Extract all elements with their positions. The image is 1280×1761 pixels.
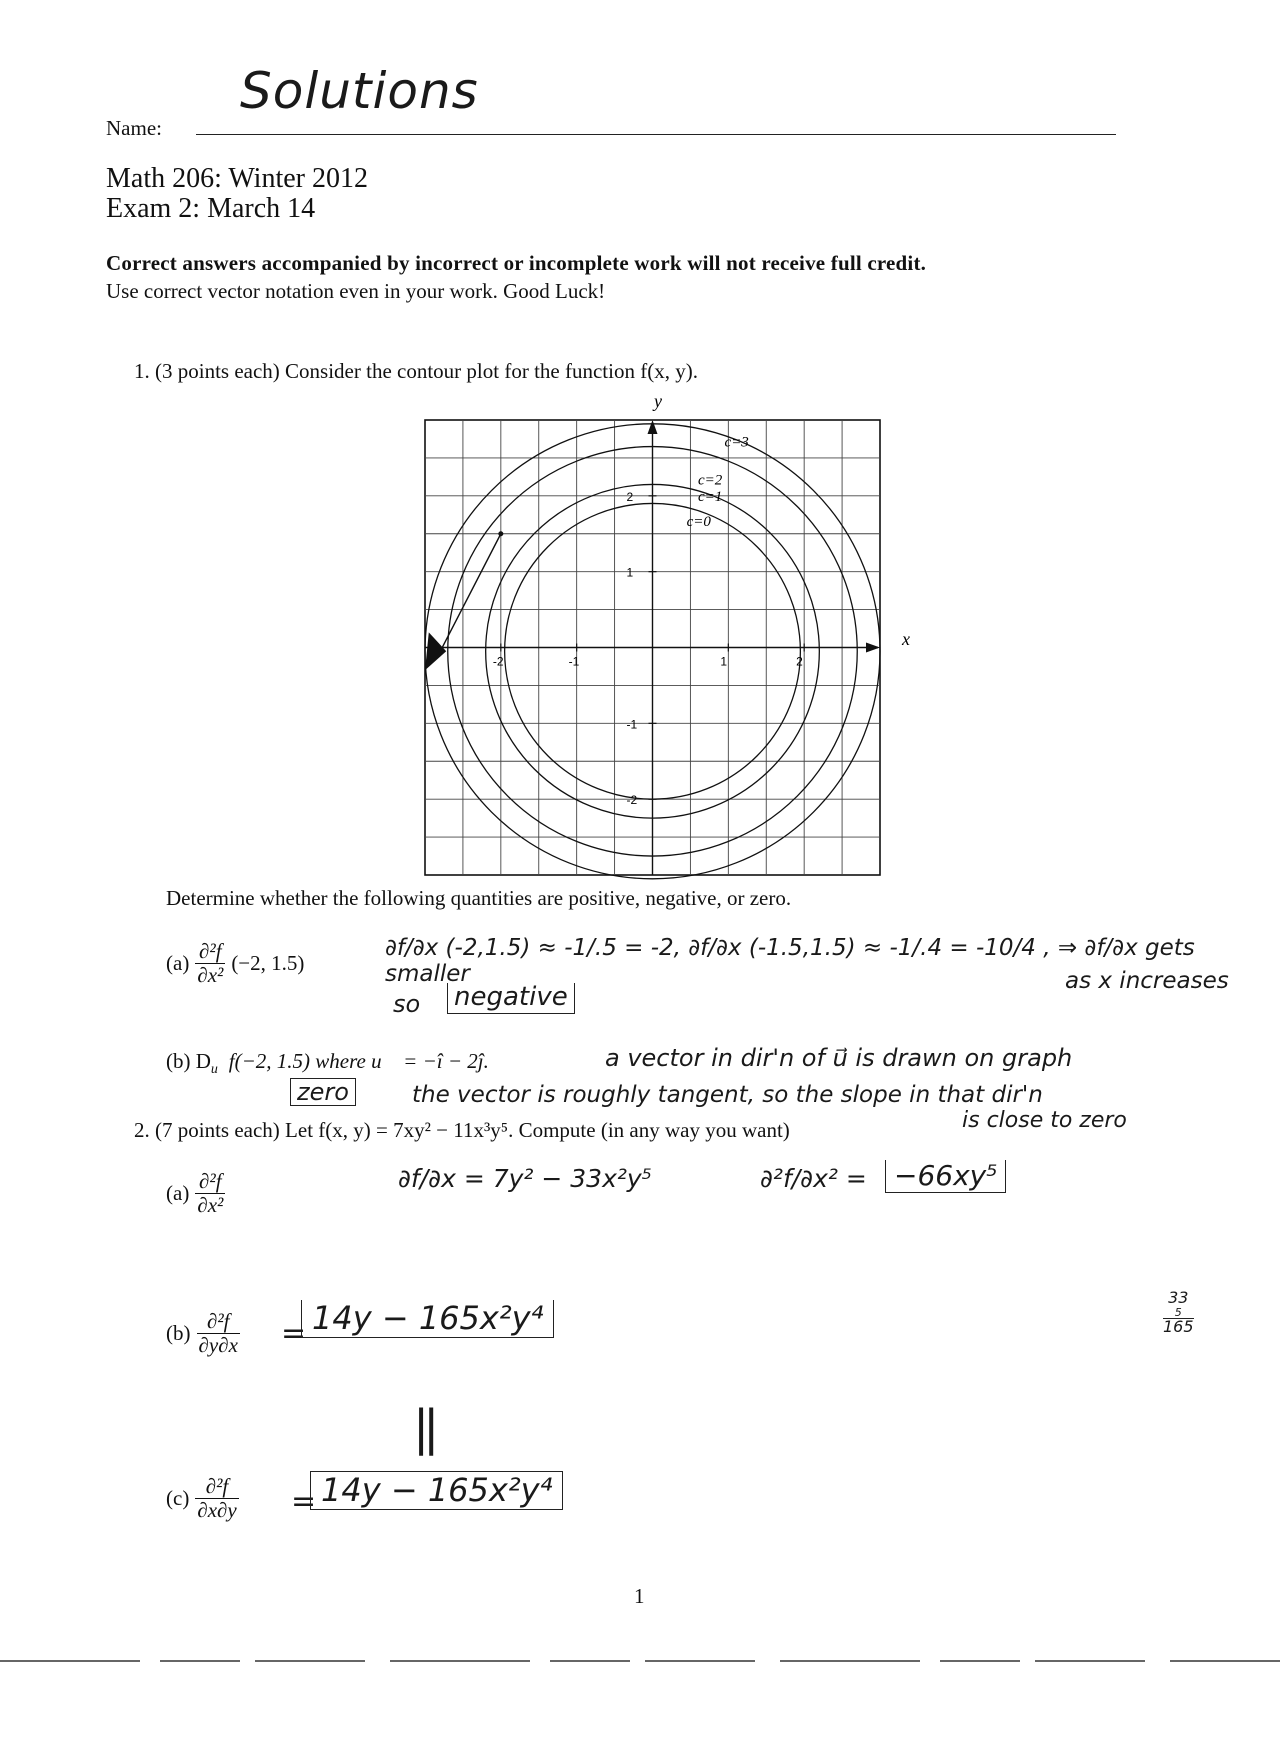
determine-instruction: Determine whether the following quantities are positive, negative, or zero.: [166, 886, 792, 910]
exam-title: Exam 2: March 14: [106, 193, 316, 224]
name-label: Name:: [106, 116, 162, 140]
problem-2a-work-2: ∂²f/∂x² =: [760, 1164, 867, 1193]
problem-1b: (b) $D_{u⃗}f(-2$, 1.5) where u⃗ = −î − 2ĵ.: [166, 1049, 489, 1078]
y-axis-arrow: [648, 420, 658, 434]
course-title: Math 206: Winter 2012: [106, 163, 368, 194]
problem-1b-work-cont: the vector is roughly tangent, so the slope in that dir'n: [412, 1082, 1043, 1108]
problem-2-prompt: 2. (7 points each) Let f(x, y) = 7xy² − 11x³y⁵. Compute (in any way you want): [134, 1118, 790, 1142]
notation-note: Use correct vector notation even in your work. Good Luck!: [106, 279, 606, 303]
x-axis-arrow: [866, 643, 880, 653]
part-label: (a): [166, 1181, 190, 1206]
problem-2c-answer: 14y − 165x²y⁴: [310, 1471, 563, 1510]
side-calc-bottom: 165: [1163, 1317, 1194, 1337]
problem-1b-work-end: is close to zero: [962, 1108, 1127, 1133]
contour-labels: [687, 435, 749, 531]
name-underline: [196, 134, 1116, 135]
direction-vector: [425, 531, 503, 670]
plot-ticks: [493, 490, 804, 807]
problem-1a: [166, 940, 304, 987]
evaluation-point: (−2, 1.5): [231, 951, 305, 976]
contour-label: c=1: [698, 489, 723, 506]
y-tick-label: 2: [626, 489, 634, 504]
fraction-numerator: ∂²f: [205, 1474, 229, 1498]
problem-2b-equals: =: [281, 1316, 307, 1351]
contour-label: c=2: [698, 472, 723, 489]
x-tick-label: -2: [492, 654, 504, 669]
x-axis-label: x: [902, 629, 910, 649]
problem-1a-work: ∂f/∂x (-2,1.5) ≈ -1/.5 = -2, ∂f/∂x (-1.5,1.5) ≈ -1/.4 = -10/4 , ⇒ ∂f/∂x gets smaller: [385, 935, 1195, 987]
problem-1b-question: f(−2, 1.5) where u⃗ = −î − 2ĵ.: [228, 1049, 489, 1073]
equality-mark: ||: [413, 1400, 434, 1456]
problem-2b: [166, 1310, 240, 1357]
vector-shaft: [436, 534, 500, 659]
x-tick-label: 1: [720, 654, 728, 669]
second-partial-x: [195, 940, 225, 987]
problem-1a-so: so: [393, 990, 421, 1018]
fraction-denominator: ∂x²: [197, 1193, 224, 1218]
part-label: (b): [166, 1321, 191, 1346]
contour-label: c=3: [724, 434, 749, 451]
x-tick-label: -1: [568, 654, 580, 669]
problem-2a-work: ∂f/∂x = 7y² − 33x²y⁵: [398, 1164, 652, 1193]
problem-2b-answer: 14y − 165x²y⁴: [301, 1300, 554, 1338]
side-calc-mid: 5: [1174, 1305, 1182, 1319]
y-tick-label: -2: [626, 793, 638, 808]
problem-1b-answer: zero: [290, 1078, 356, 1106]
fraction-denominator: ∂y∂x: [198, 1333, 238, 1358]
problem-2c-equals: =: [291, 1484, 317, 1519]
y-axis-label: y: [654, 391, 662, 411]
footer-rule: [0, 1658, 1280, 1664]
contour-plot: [410, 391, 910, 895]
problem-1b-work: a vector in dir'n of u⃗ is drawn on graph: [605, 1044, 1073, 1072]
problem-2a: [166, 1170, 225, 1217]
part-label: (c): [166, 1486, 190, 1511]
problem-2a-answer: −66xy⁵: [885, 1160, 1006, 1193]
vector-origin-point: [498, 531, 503, 536]
side-calc-top: 33: [1168, 1288, 1189, 1307]
second-partial-xx: [195, 1170, 225, 1217]
credit-note: Correct answers accompanied by incorrect or incomplete work will not receive full credit.: [106, 251, 927, 275]
page-number: 1: [634, 1584, 645, 1608]
vector-arrowhead: [425, 632, 446, 670]
fraction-denominator: ∂x∂y: [197, 1498, 237, 1523]
y-tick-label: 1: [626, 565, 634, 580]
part-label: (b) D: [166, 1049, 211, 1073]
problem-1-prompt: 1. (3 points each) Consider the contour plot for the function f(x, y).: [134, 359, 698, 383]
fraction-numerator: ∂²f: [206, 1309, 230, 1333]
x-tick-label: 2: [796, 654, 803, 669]
contour-label: c=0: [686, 514, 711, 531]
problem-1a-work-cont: as x increases: [1065, 968, 1229, 994]
part-label: (a): [166, 951, 190, 976]
mixed-partial-xy: [195, 1475, 238, 1522]
fraction-numerator: ∂²f: [199, 1169, 222, 1193]
problem-1a-answer: negative: [447, 983, 575, 1014]
side-calculation: [1163, 1290, 1194, 1336]
mixed-partial-yx: [197, 1310, 240, 1357]
fraction-denominator: ∂x²: [197, 963, 224, 988]
fraction-numerator: ∂²f: [199, 939, 222, 963]
problem-2c: [166, 1475, 239, 1522]
y-tick-label: -1: [626, 717, 638, 732]
name-value: Solutions: [240, 62, 479, 120]
